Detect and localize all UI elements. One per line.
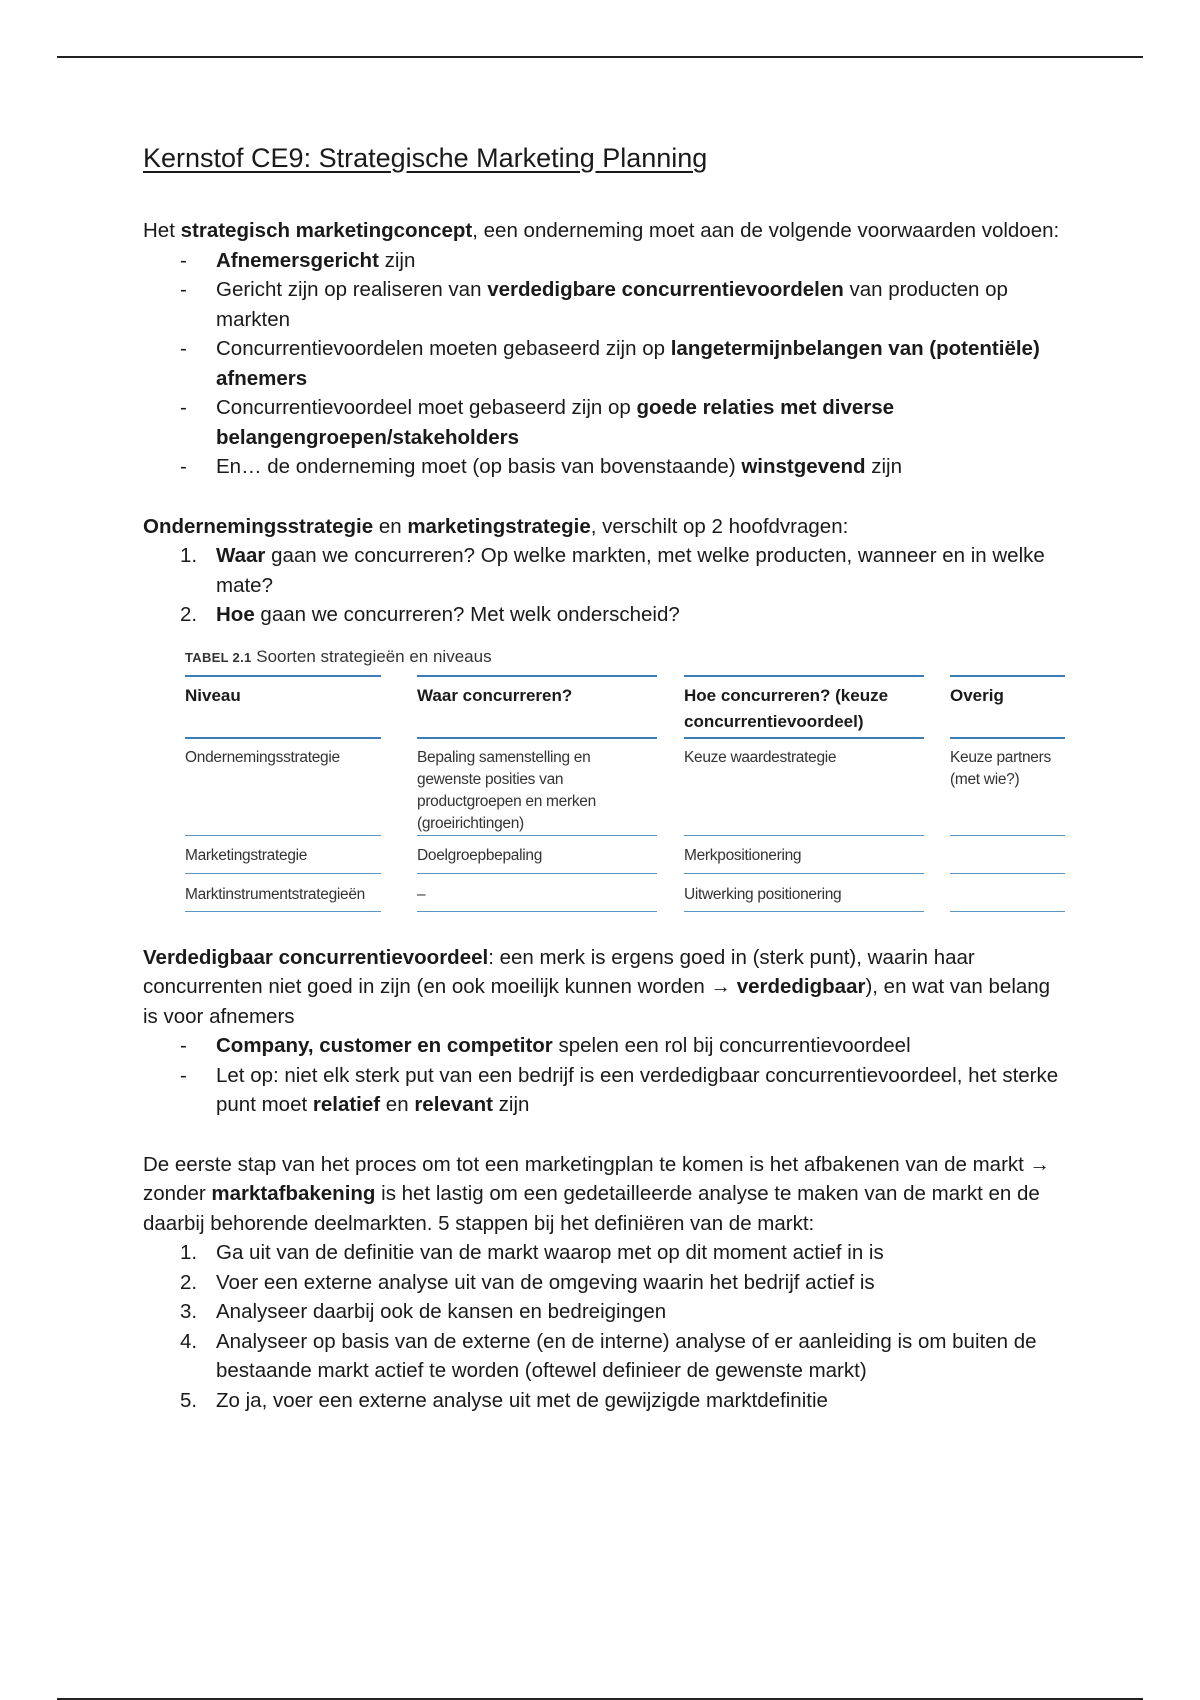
paragraph: [143, 943, 1063, 1032]
text-run: Concurrentievoordeel moet gebaseerd zijn op: [216, 396, 637, 419]
numbered-list: [143, 1238, 1063, 1415]
table-caption-label: TABEL 2.1: [185, 649, 252, 665]
header-rule: [57, 56, 1143, 58]
text-run: , een onderneming moet aan de volgende voorwaarden voldoen:: [472, 219, 1060, 242]
text-run: Analyseer daarbij ook de kansen en bedreigingen: [216, 1300, 667, 1323]
strategy-table: [185, 675, 1065, 943]
text-run: van producten op markten: [216, 278, 1008, 331]
text-run: gaan we concurreren? Op welke markten, met welke producten, wanneer en in welke mate?: [216, 544, 1045, 597]
text-run: ), en wat van belang is voor afnemers: [143, 975, 1051, 1028]
text-run: En… de onderneming moet (op basis van bovenstaande): [216, 455, 742, 478]
text-run: Zo ja, voer een externe analyse uit met de gewijzigde marktdefinitie: [216, 1388, 828, 1412]
table-cell: Bepaling samenstelling en gewenste posities van productgroepen en merken (groeirichtingen): [417, 748, 596, 832]
bold-text: Verdedigbaar concurrentievoordeel: [143, 945, 489, 969]
list-number: 4.: [180, 1329, 198, 1353]
paragraph: [143, 512, 1063, 542]
table-caption: [185, 646, 1063, 669]
table-caption-text: Soorten strategieën en niveaus: [251, 646, 492, 666]
text-run: Gericht zijn op realiseren van: [216, 278, 488, 301]
table-cell: Marktinstrumentstrategieën: [185, 885, 366, 903]
table-cell: Ondernemingsstrategie: [185, 748, 340, 766]
table-cell: Uitwerking positionering: [684, 885, 842, 903]
table-cell: Marketingstrategie: [185, 846, 308, 864]
bold-text: Afnemersgericht: [216, 248, 379, 272]
bold-text: Company, customer en competitor: [216, 1034, 553, 1057]
text-run: Let op: niet elk sterk put van een bedrijf is een verdedigbaar concurrentievoordeel, het sterke punt moet: [216, 1063, 1059, 1116]
text-run: is het lastig om een gedetailleerde analyse te maken van de markt en de daarbij behorende deelmarkten. 5 stappen bij het definiëren van de markt:: [143, 1182, 1040, 1235]
bold-text: goede relaties met diverse belangengroepen/stakeholders: [216, 396, 895, 449]
text-run: : een merk is ergens goed in (sterk punt), waarin haar concurrenten niet goed in zijn (en ook moeilijk kunnen worden →: [143, 945, 975, 998]
list-item: [180, 1386, 1063, 1416]
table-cell: –: [417, 885, 426, 903]
text-run: Voer een externe analyse uit van de omgeving waarin het bedrijf actief is: [216, 1270, 875, 1294]
list-number: 2.: [180, 1270, 198, 1294]
text-run: en: [373, 514, 408, 538]
paragraph: [143, 216, 1063, 246]
list-item: [180, 1268, 1063, 1298]
list-item: [216, 452, 1063, 482]
text-run: zijn: [865, 455, 902, 478]
bold-text: verdedigbare concurrentievoordelen: [487, 278, 844, 301]
bold-text: marketingstrategie: [407, 514, 591, 538]
bold-text: langetermijnbelangen van (potentiële) afnemers: [216, 337, 1040, 390]
paragraph: [143, 1150, 1063, 1239]
list-item: [180, 1297, 1063, 1327]
text-run: Concurrentievoordelen moeten gebaseerd zijn op: [216, 337, 671, 360]
bold-text: strategisch marketingconcept: [180, 219, 473, 242]
text-run: Analyseer op basis van de externe (en de interne) analyse of er aanleiding is om buiten de bestaande markt actief te worden (oftewel definieer de gewenste markt): [216, 1329, 1037, 1382]
bullet-list: [143, 1031, 1063, 1120]
text-run: en: [380, 1093, 415, 1116]
table-cell: Keuze waardestrategie: [684, 748, 837, 766]
bold-text: Waar: [216, 544, 266, 567]
bold-text: verdedigbaar: [736, 975, 866, 998]
list-number: 2.: [180, 603, 198, 626]
list-item: [216, 275, 1063, 334]
list-number: 1.: [180, 544, 198, 567]
table-cell: Keuze partners (met wie?): [950, 748, 1051, 788]
bold-text: relatief: [312, 1093, 381, 1116]
table-header: Niveau: [185, 685, 241, 705]
text-run: , verschilt op 2 hoofdvragen:: [590, 514, 849, 538]
numbered-list: [143, 541, 1063, 630]
list-item: [216, 393, 1063, 452]
list-item: [180, 541, 1063, 600]
bold-text: Ondernemingsstrategie: [143, 514, 374, 538]
list-number: 1.: [180, 1241, 198, 1264]
list-number: 3.: [180, 1300, 198, 1323]
text-run: Het: [143, 219, 181, 242]
list-item: [180, 1327, 1063, 1386]
bullet-list: [143, 246, 1063, 482]
text-run: zijn: [378, 248, 416, 272]
text-run: spelen een rol bij concurrentievoordeel: [552, 1034, 911, 1057]
page-title: Kernstof CE9: Strategische Marketing Planning: [143, 143, 708, 173]
list-item: [216, 334, 1063, 393]
table-cell: Merkpositionering: [684, 846, 802, 864]
list-item: [180, 1238, 1063, 1268]
bold-text: marktafbakening: [211, 1182, 376, 1205]
text-run: De eerste stap van het proces om tot een marketingplan te komen is het afbakenen van de markt → zonder: [143, 1152, 1051, 1205]
text-run: Ga uit van de definitie van de markt waarop met op dit moment actief in is: [216, 1241, 884, 1264]
table-header: Overig: [950, 685, 1004, 705]
document-body: [143, 140, 1063, 1415]
list-item: [216, 1061, 1063, 1120]
bold-text: relevant: [414, 1093, 493, 1116]
text-run: gaan we concurreren? Met welk onderscheid?: [254, 603, 680, 626]
list-number: 5.: [180, 1388, 198, 1412]
table-header: Hoe concurreren? (keuze concurrentievoordeel): [684, 685, 889, 731]
bold-text: Hoe: [216, 603, 255, 626]
bold-text: winstgevend: [741, 455, 866, 478]
list-item: [180, 600, 1063, 630]
list-item: [216, 1031, 1063, 1061]
table-header: Waar concurreren?: [417, 685, 573, 705]
table-cell: Doelgroepbepaling: [417, 846, 543, 864]
list-item: [216, 246, 1063, 276]
text-run: zijn: [492, 1093, 530, 1116]
